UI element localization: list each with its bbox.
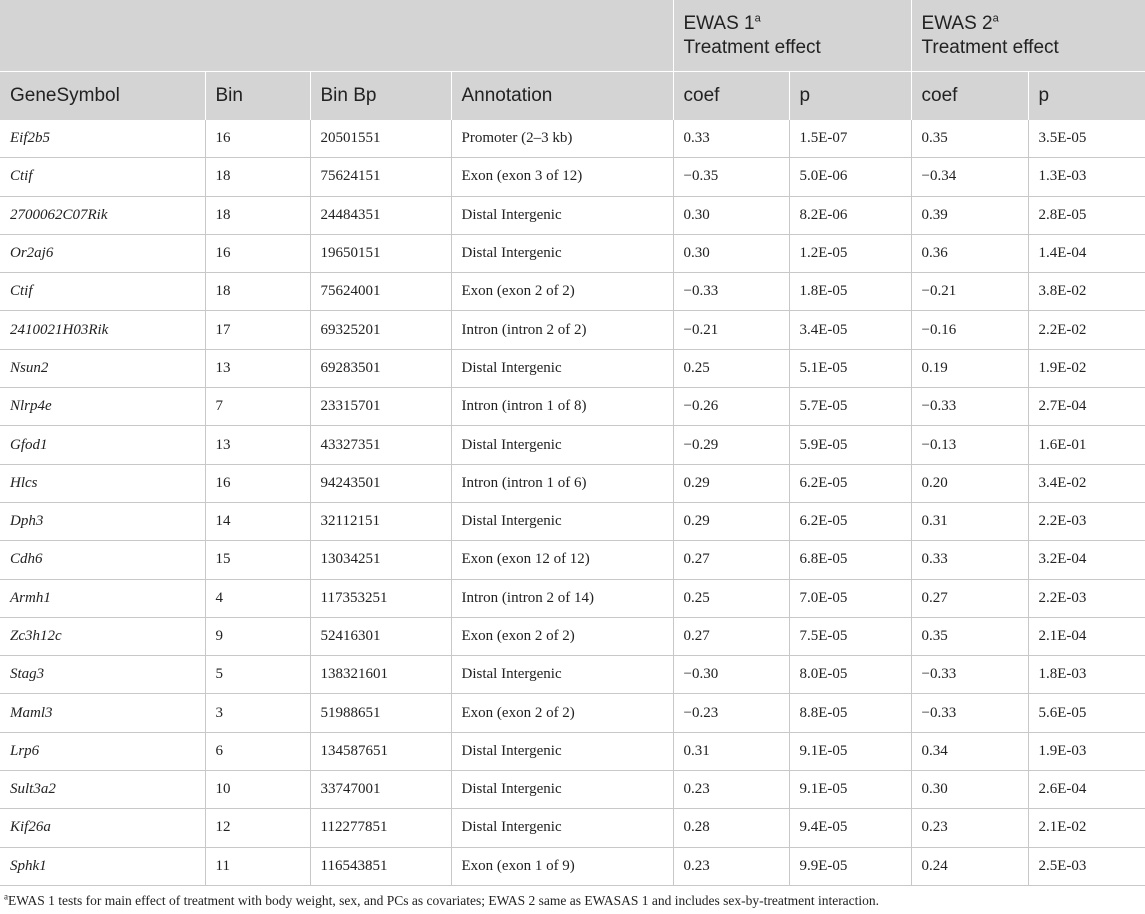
cell-annotation: Exon (exon 12 of 12) (451, 541, 673, 579)
ewas2-footnote-marker: a (992, 12, 999, 25)
cell-ewas1-p: 1.5E-07 (789, 120, 911, 158)
cell-ewas1-p: 6.8E-05 (789, 541, 911, 579)
ewas1-footnote-marker: a (754, 12, 761, 25)
cell-annotation: Exon (exon 2 of 2) (451, 617, 673, 655)
cell-ewas1-p: 8.0E-05 (789, 656, 911, 694)
cell-ewas2-p: 2.5E-03 (1028, 847, 1145, 885)
cell-ewas1-p: 5.0E-06 (789, 158, 911, 196)
cell-ewas2-p: 2.6E-04 (1028, 771, 1145, 809)
cell-bin: 6 (205, 732, 310, 770)
table-row (0, 158, 1145, 196)
cell-ewas2-coef: −0.33 (911, 656, 1028, 694)
cell-ewas1-coef: −0.23 (673, 694, 789, 732)
cell-annotation: Intron (intron 1 of 6) (451, 464, 673, 502)
cell-ewas1-p: 8.2E-06 (789, 196, 911, 234)
cell-gene-symbol: Or2aj6 (0, 234, 205, 272)
table-row (0, 541, 1145, 579)
cell-annotation: Intron (intron 2 of 2) (451, 311, 673, 349)
table-row (0, 617, 1145, 655)
cell-ewas2-coef: 0.19 (911, 349, 1028, 387)
cell-ewas1-p: 6.2E-05 (789, 502, 911, 540)
cell-gene-symbol: Armh1 (0, 579, 205, 617)
cell-ewas1-coef: 0.27 (673, 541, 789, 579)
ewas2-subtitle: Treatment effect (921, 36, 1059, 58)
cell-bin-bp: 69283501 (310, 349, 451, 387)
cell-ewas2-p: 3.2E-04 (1028, 541, 1145, 579)
cell-bin: 7 (205, 388, 310, 426)
cell-bin-bp: 75624151 (310, 158, 451, 196)
cell-ewas2-coef: 0.24 (911, 847, 1028, 885)
cell-ewas2-coef: −0.16 (911, 311, 1028, 349)
cell-gene-symbol: Sphk1 (0, 847, 205, 885)
column-header-gene-symbol: GeneSymbol (0, 72, 205, 121)
cell-bin: 12 (205, 809, 310, 847)
cell-bin: 9 (205, 617, 310, 655)
cell-ewas1-p: 1.8E-05 (789, 273, 911, 311)
column-header-bin-bp: Bin Bp (310, 72, 451, 121)
cell-ewas2-coef: 0.35 (911, 617, 1028, 655)
group-header-row (0, 0, 1145, 72)
cell-bin-bp: 138321601 (310, 656, 451, 694)
cell-gene-symbol: 2700062C07Rik (0, 196, 205, 234)
cell-gene-symbol: Gfod1 (0, 426, 205, 464)
cell-ewas2-coef: 0.33 (911, 541, 1028, 579)
footnote-marker: a (4, 891, 8, 902)
cell-ewas1-coef: 0.27 (673, 617, 789, 655)
table-row (0, 196, 1145, 234)
cell-gene-symbol: Hlcs (0, 464, 205, 502)
cell-bin-bp: 94243501 (310, 464, 451, 502)
cell-ewas2-p: 3.4E-02 (1028, 464, 1145, 502)
cell-annotation: Distal Intergenic (451, 196, 673, 234)
cell-ewas1-coef: 0.31 (673, 732, 789, 770)
cell-ewas1-coef: 0.30 (673, 196, 789, 234)
cell-bin: 11 (205, 847, 310, 885)
group-header-ewas2 (911, 0, 1145, 72)
cell-bin-bp: 75624001 (310, 273, 451, 311)
cell-ewas2-coef: 0.20 (911, 464, 1028, 502)
cell-annotation: Exon (exon 2 of 2) (451, 273, 673, 311)
cell-ewas2-p: 1.8E-03 (1028, 656, 1145, 694)
table-row (0, 349, 1145, 387)
cell-bin-bp: 23315701 (310, 388, 451, 426)
cell-ewas2-coef: 0.23 (911, 809, 1028, 847)
group-header-blank (0, 0, 673, 72)
cell-gene-symbol: Ctif (0, 158, 205, 196)
cell-ewas2-p: 5.6E-05 (1028, 694, 1145, 732)
column-header-ewas1-p: p (789, 72, 911, 121)
cell-bin-bp: 52416301 (310, 617, 451, 655)
cell-gene-symbol: Ctif (0, 273, 205, 311)
table-footnote (4, 893, 1142, 909)
table-row (0, 464, 1145, 502)
cell-bin: 14 (205, 502, 310, 540)
cell-ewas2-coef: −0.33 (911, 694, 1028, 732)
cell-ewas1-coef: −0.30 (673, 656, 789, 694)
footnote-text: EWAS 1 tests for main effect of treatment with body weight, sex, and PCs as covariates; EWAS 2 same as EWASAS 1 and includes sex-by-treatment interaction. (8, 893, 880, 908)
cell-ewas2-coef: 0.36 (911, 234, 1028, 272)
cell-ewas1-coef: −0.29 (673, 426, 789, 464)
table-body (0, 120, 1145, 885)
cell-ewas1-p: 5.1E-05 (789, 349, 911, 387)
cell-gene-symbol: Maml3 (0, 694, 205, 732)
cell-ewas2-p: 2.2E-03 (1028, 502, 1145, 540)
table-row (0, 311, 1145, 349)
cell-ewas1-coef: 0.25 (673, 579, 789, 617)
ewas1-title: EWAS 1 (683, 12, 755, 34)
cell-bin: 3 (205, 694, 310, 732)
cell-ewas2-coef: −0.21 (911, 273, 1028, 311)
cell-ewas1-coef: 0.23 (673, 847, 789, 885)
column-header-bin: Bin (205, 72, 310, 121)
cell-annotation: Exon (exon 1 of 9) (451, 847, 673, 885)
cell-ewas1-coef: −0.33 (673, 273, 789, 311)
cell-ewas1-p: 9.1E-05 (789, 771, 911, 809)
cell-ewas2-coef: 0.31 (911, 502, 1028, 540)
cell-bin: 16 (205, 120, 310, 158)
cell-annotation: Distal Intergenic (451, 732, 673, 770)
cell-gene-symbol: Dph3 (0, 502, 205, 540)
cell-ewas2-p: 1.3E-03 (1028, 158, 1145, 196)
cell-bin: 15 (205, 541, 310, 579)
cell-bin-bp: 117353251 (310, 579, 451, 617)
cell-ewas1-p: 8.8E-05 (789, 694, 911, 732)
column-header-row (0, 72, 1145, 121)
cell-ewas2-p: 2.1E-04 (1028, 617, 1145, 655)
cell-ewas1-p: 7.0E-05 (789, 579, 911, 617)
group-header-ewas1 (673, 0, 911, 72)
ewas2-title: EWAS 2 (921, 12, 993, 34)
cell-ewas2-p: 2.1E-02 (1028, 809, 1145, 847)
cell-bin-bp: 112277851 (310, 809, 451, 847)
cell-gene-symbol: 2410021H03Rik (0, 311, 205, 349)
cell-bin: 18 (205, 158, 310, 196)
table-row (0, 426, 1145, 464)
cell-ewas2-coef: −0.33 (911, 388, 1028, 426)
cell-annotation: Exon (exon 2 of 2) (451, 694, 673, 732)
cell-bin-bp: 69325201 (310, 311, 451, 349)
cell-ewas1-p: 5.7E-05 (789, 388, 911, 426)
column-header-ewas1-coef: coef (673, 72, 789, 121)
cell-bin: 18 (205, 196, 310, 234)
column-header-ewas2-p: p (1028, 72, 1145, 121)
cell-annotation: Intron (intron 1 of 8) (451, 388, 673, 426)
cell-bin-bp: 134587651 (310, 732, 451, 770)
table-row (0, 809, 1145, 847)
cell-ewas2-coef: 0.34 (911, 732, 1028, 770)
cell-ewas2-p: 3.5E-05 (1028, 120, 1145, 158)
cell-bin-bp: 32112151 (310, 502, 451, 540)
table-header (0, 0, 1145, 120)
cell-annotation: Distal Intergenic (451, 656, 673, 694)
cell-bin-bp: 20501551 (310, 120, 451, 158)
cell-ewas1-p: 7.5E-05 (789, 617, 911, 655)
table-row (0, 847, 1145, 885)
table-row (0, 771, 1145, 809)
table-row (0, 656, 1145, 694)
cell-ewas1-p: 9.1E-05 (789, 732, 911, 770)
ewas1-subtitle: Treatment effect (683, 36, 821, 58)
cell-ewas2-p: 2.2E-02 (1028, 311, 1145, 349)
table-row (0, 120, 1145, 158)
cell-annotation: Intron (intron 2 of 14) (451, 579, 673, 617)
cell-bin: 17 (205, 311, 310, 349)
cell-ewas1-coef: 0.30 (673, 234, 789, 272)
table-row (0, 732, 1145, 770)
cell-ewas2-p: 1.6E-01 (1028, 426, 1145, 464)
cell-ewas2-p: 1.9E-02 (1028, 349, 1145, 387)
cell-ewas1-p: 6.2E-05 (789, 464, 911, 502)
cell-ewas1-coef: −0.35 (673, 158, 789, 196)
cell-gene-symbol: Nlrp4e (0, 388, 205, 426)
table-row (0, 694, 1145, 732)
column-header-annotation: Annotation (451, 72, 673, 121)
cell-ewas1-p: 5.9E-05 (789, 426, 911, 464)
cell-bin: 10 (205, 771, 310, 809)
table-row (0, 388, 1145, 426)
cell-annotation: Distal Intergenic (451, 809, 673, 847)
cell-ewas1-coef: −0.21 (673, 311, 789, 349)
column-header-ewas2-coef: coef (911, 72, 1028, 121)
table-row (0, 234, 1145, 272)
cell-ewas2-coef: 0.39 (911, 196, 1028, 234)
cell-bin: 18 (205, 273, 310, 311)
cell-ewas2-p: 2.8E-05 (1028, 196, 1145, 234)
cell-bin: 13 (205, 426, 310, 464)
cell-annotation: Distal Intergenic (451, 426, 673, 464)
cell-bin-bp: 116543851 (310, 847, 451, 885)
cell-ewas1-p: 9.9E-05 (789, 847, 911, 885)
cell-bin: 16 (205, 464, 310, 502)
cell-gene-symbol: Stag3 (0, 656, 205, 694)
cell-gene-symbol: Eif2b5 (0, 120, 205, 158)
cell-ewas1-p: 9.4E-05 (789, 809, 911, 847)
cell-ewas2-p: 1.4E-04 (1028, 234, 1145, 272)
cell-bin-bp: 13034251 (310, 541, 451, 579)
cell-bin-bp: 24484351 (310, 196, 451, 234)
cell-ewas2-p: 3.8E-02 (1028, 273, 1145, 311)
cell-bin: 13 (205, 349, 310, 387)
cell-ewas1-coef: 0.23 (673, 771, 789, 809)
cell-ewas2-p: 2.2E-03 (1028, 579, 1145, 617)
cell-annotation: Exon (exon 3 of 12) (451, 158, 673, 196)
cell-ewas2-coef: 0.27 (911, 579, 1028, 617)
cell-ewas2-coef: 0.35 (911, 120, 1028, 158)
cell-ewas1-p: 1.2E-05 (789, 234, 911, 272)
cell-bin-bp: 43327351 (310, 426, 451, 464)
cell-ewas2-coef: 0.30 (911, 771, 1028, 809)
cell-ewas1-coef: 0.33 (673, 120, 789, 158)
cell-bin: 4 (205, 579, 310, 617)
cell-bin: 16 (205, 234, 310, 272)
cell-ewas1-p: 3.4E-05 (789, 311, 911, 349)
table-row (0, 273, 1145, 311)
cell-bin-bp: 19650151 (310, 234, 451, 272)
cell-annotation: Distal Intergenic (451, 349, 673, 387)
cell-ewas1-coef: 0.25 (673, 349, 789, 387)
cell-annotation: Distal Intergenic (451, 771, 673, 809)
cell-ewas2-p: 2.7E-04 (1028, 388, 1145, 426)
cell-annotation: Promoter (2–3 kb) (451, 120, 673, 158)
cell-bin-bp: 51988651 (310, 694, 451, 732)
table-row (0, 502, 1145, 540)
cell-ewas2-p: 1.9E-03 (1028, 732, 1145, 770)
cell-gene-symbol: Zc3h12c (0, 617, 205, 655)
cell-ewas2-coef: −0.34 (911, 158, 1028, 196)
cell-gene-symbol: Kif26a (0, 809, 205, 847)
cell-gene-symbol: Cdh6 (0, 541, 205, 579)
cell-gene-symbol: Sult3a2 (0, 771, 205, 809)
cell-ewas1-coef: −0.26 (673, 388, 789, 426)
cell-ewas1-coef: 0.28 (673, 809, 789, 847)
cell-gene-symbol: Nsun2 (0, 349, 205, 387)
table-row (0, 579, 1145, 617)
cell-annotation: Distal Intergenic (451, 234, 673, 272)
cell-bin: 5 (205, 656, 310, 694)
cell-annotation: Distal Intergenic (451, 502, 673, 540)
cell-ewas1-coef: 0.29 (673, 464, 789, 502)
cell-ewas2-coef: −0.13 (911, 426, 1028, 464)
cell-gene-symbol: Lrp6 (0, 732, 205, 770)
cell-ewas1-coef: 0.29 (673, 502, 789, 540)
cell-bin-bp: 33747001 (310, 771, 451, 809)
